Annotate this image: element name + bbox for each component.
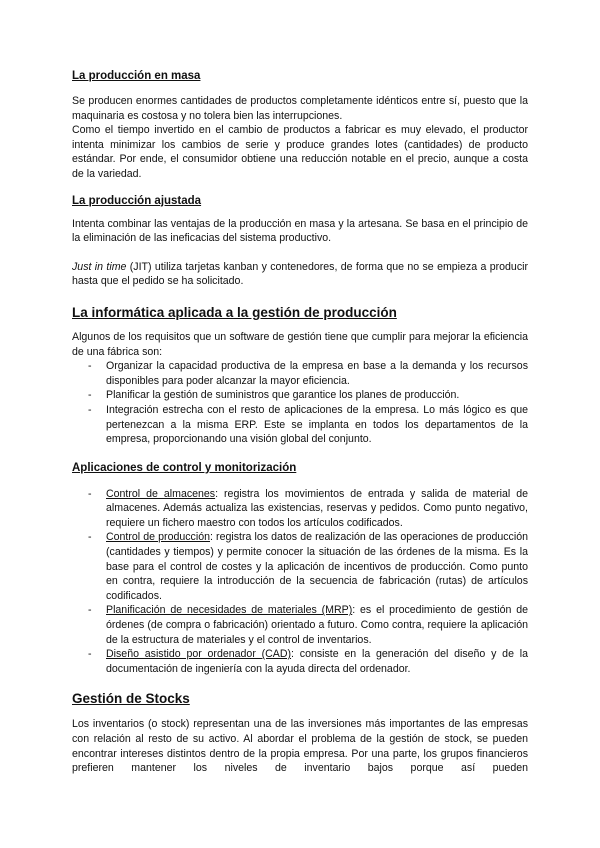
term-control-produccion: Control de producción [106, 531, 210, 544]
heading-informatica: La informática aplicada a la gestión de producción [72, 304, 397, 320]
list-item [72, 530, 528, 603]
desc-control-produccion: : registra los datos de realización de las operaciones de producción (cantidades y tiempos) y permite conocer la situación de las órdenes de la misma. Es la base para el control de costes y la aplicación de incentivos de producción. Como punto en contra, requiere la introducción de la secuencia de fabricación (rutas) de artículos codificados. [106, 531, 528, 602]
paragraph-masa-1: Se producen enormes cantidades de productos completamente idénticos entre sí, puesto que la maquinaria es costosa y no tolera bien las interrupciones. [72, 95, 528, 122]
requirements-list [72, 359, 528, 447]
heading-produccion-en-masa: La producción en masa [72, 70, 201, 82]
jit-term: Just in time [72, 260, 127, 273]
paragraph-stocks: Los inventarios (o stock) representan una de las inversiones más importantes de las empresas con relación al resto de su activo. Al abordar el problema de la gestión de stock, se pueden encontrar intereses distintos dentro de la propia empresa. Por una parte, los grupos financieros prefieren mantener los niveles de inventario bajos porque así pueden [72, 718, 528, 775]
paragraph-ajustada-1: Intenta combinar las ventajas de la producción en masa y la artesana. Se basa en el principio de la eliminación de las ineficacias del sistema productivo. [72, 217, 528, 245]
paragraph-informatica-intro: Algunos de los requisitos que un software de gestión tiene que cumplir para mejorar la eficiencia de una fábrica son: [72, 330, 528, 358]
jit-text: (JIT) utiliza tarjetas kanban y contenedores, de forma que no se empieza a producir hasta que el pedido se ha solicitado. [72, 260, 528, 288]
paragraph-jit [72, 260, 528, 289]
list-item [72, 647, 528, 676]
heading-produccion-ajustada: La producción ajustada [72, 194, 202, 207]
term-cad: Diseño asistido por ordenador (CAD) [106, 648, 292, 661]
list-item: - Planificar la gestión de suministros que garantice los planes de producción. [72, 388, 528, 403]
term-control-almacenes: Control de almacenes [106, 487, 216, 500]
applications-list [72, 487, 528, 677]
desc-cad: : consiste en la generación del diseño y de la documentación de ingeniería con la ayuda directa del ordenador. [106, 648, 528, 675]
term-mrp: Planificación de necesidades de materiales (MRP) [106, 604, 353, 617]
desc-control-almacenes: : registra los movimientos de entrada y salida de material de almacenes. Además actualiza las existencias, reservas y pedidos. Como punto negativo, requiere un fichero maestro con todos los artículos codificados. [106, 487, 528, 529]
heading-aplicaciones-control: Aplicaciones de control y monitorización [72, 461, 297, 474]
list-item [72, 603, 528, 647]
paragraph-masa-2: Como el tiempo invertido en el cambio de productos a fabricar es muy elevado, el productor intenta minimizar los cambios de serie y produce grandes lotes (cantidades) de producto estándar. Por ende, el consumidor obtiene una reducción notable en el precio, aunque a costa de la variedad. [72, 124, 528, 180]
heading-gestion-stocks: Gestión de Stocks [72, 691, 190, 707]
list-item [72, 487, 528, 531]
desc-mrp: : es el procedimiento de gestión de órdenes (de compra o fabricación) orientado a futuro. Como contra, requiere la aplicación de la estructura de materiales y el control de inventarios. [106, 604, 528, 646]
list-item: - Organizar la capacidad productiva de la empresa en base a la demanda y los recursos disponibles para poder alcanzar la mayor eficiencia. [72, 359, 528, 388]
list-item: - Integración estrecha con el resto de aplicaciones de la empresa. Lo más lógico es que pertenezcan a la misma ERP. Este se implanta en todos los departamentos de la empresa, proporcionando una visión global del conjunto. [72, 403, 528, 447]
